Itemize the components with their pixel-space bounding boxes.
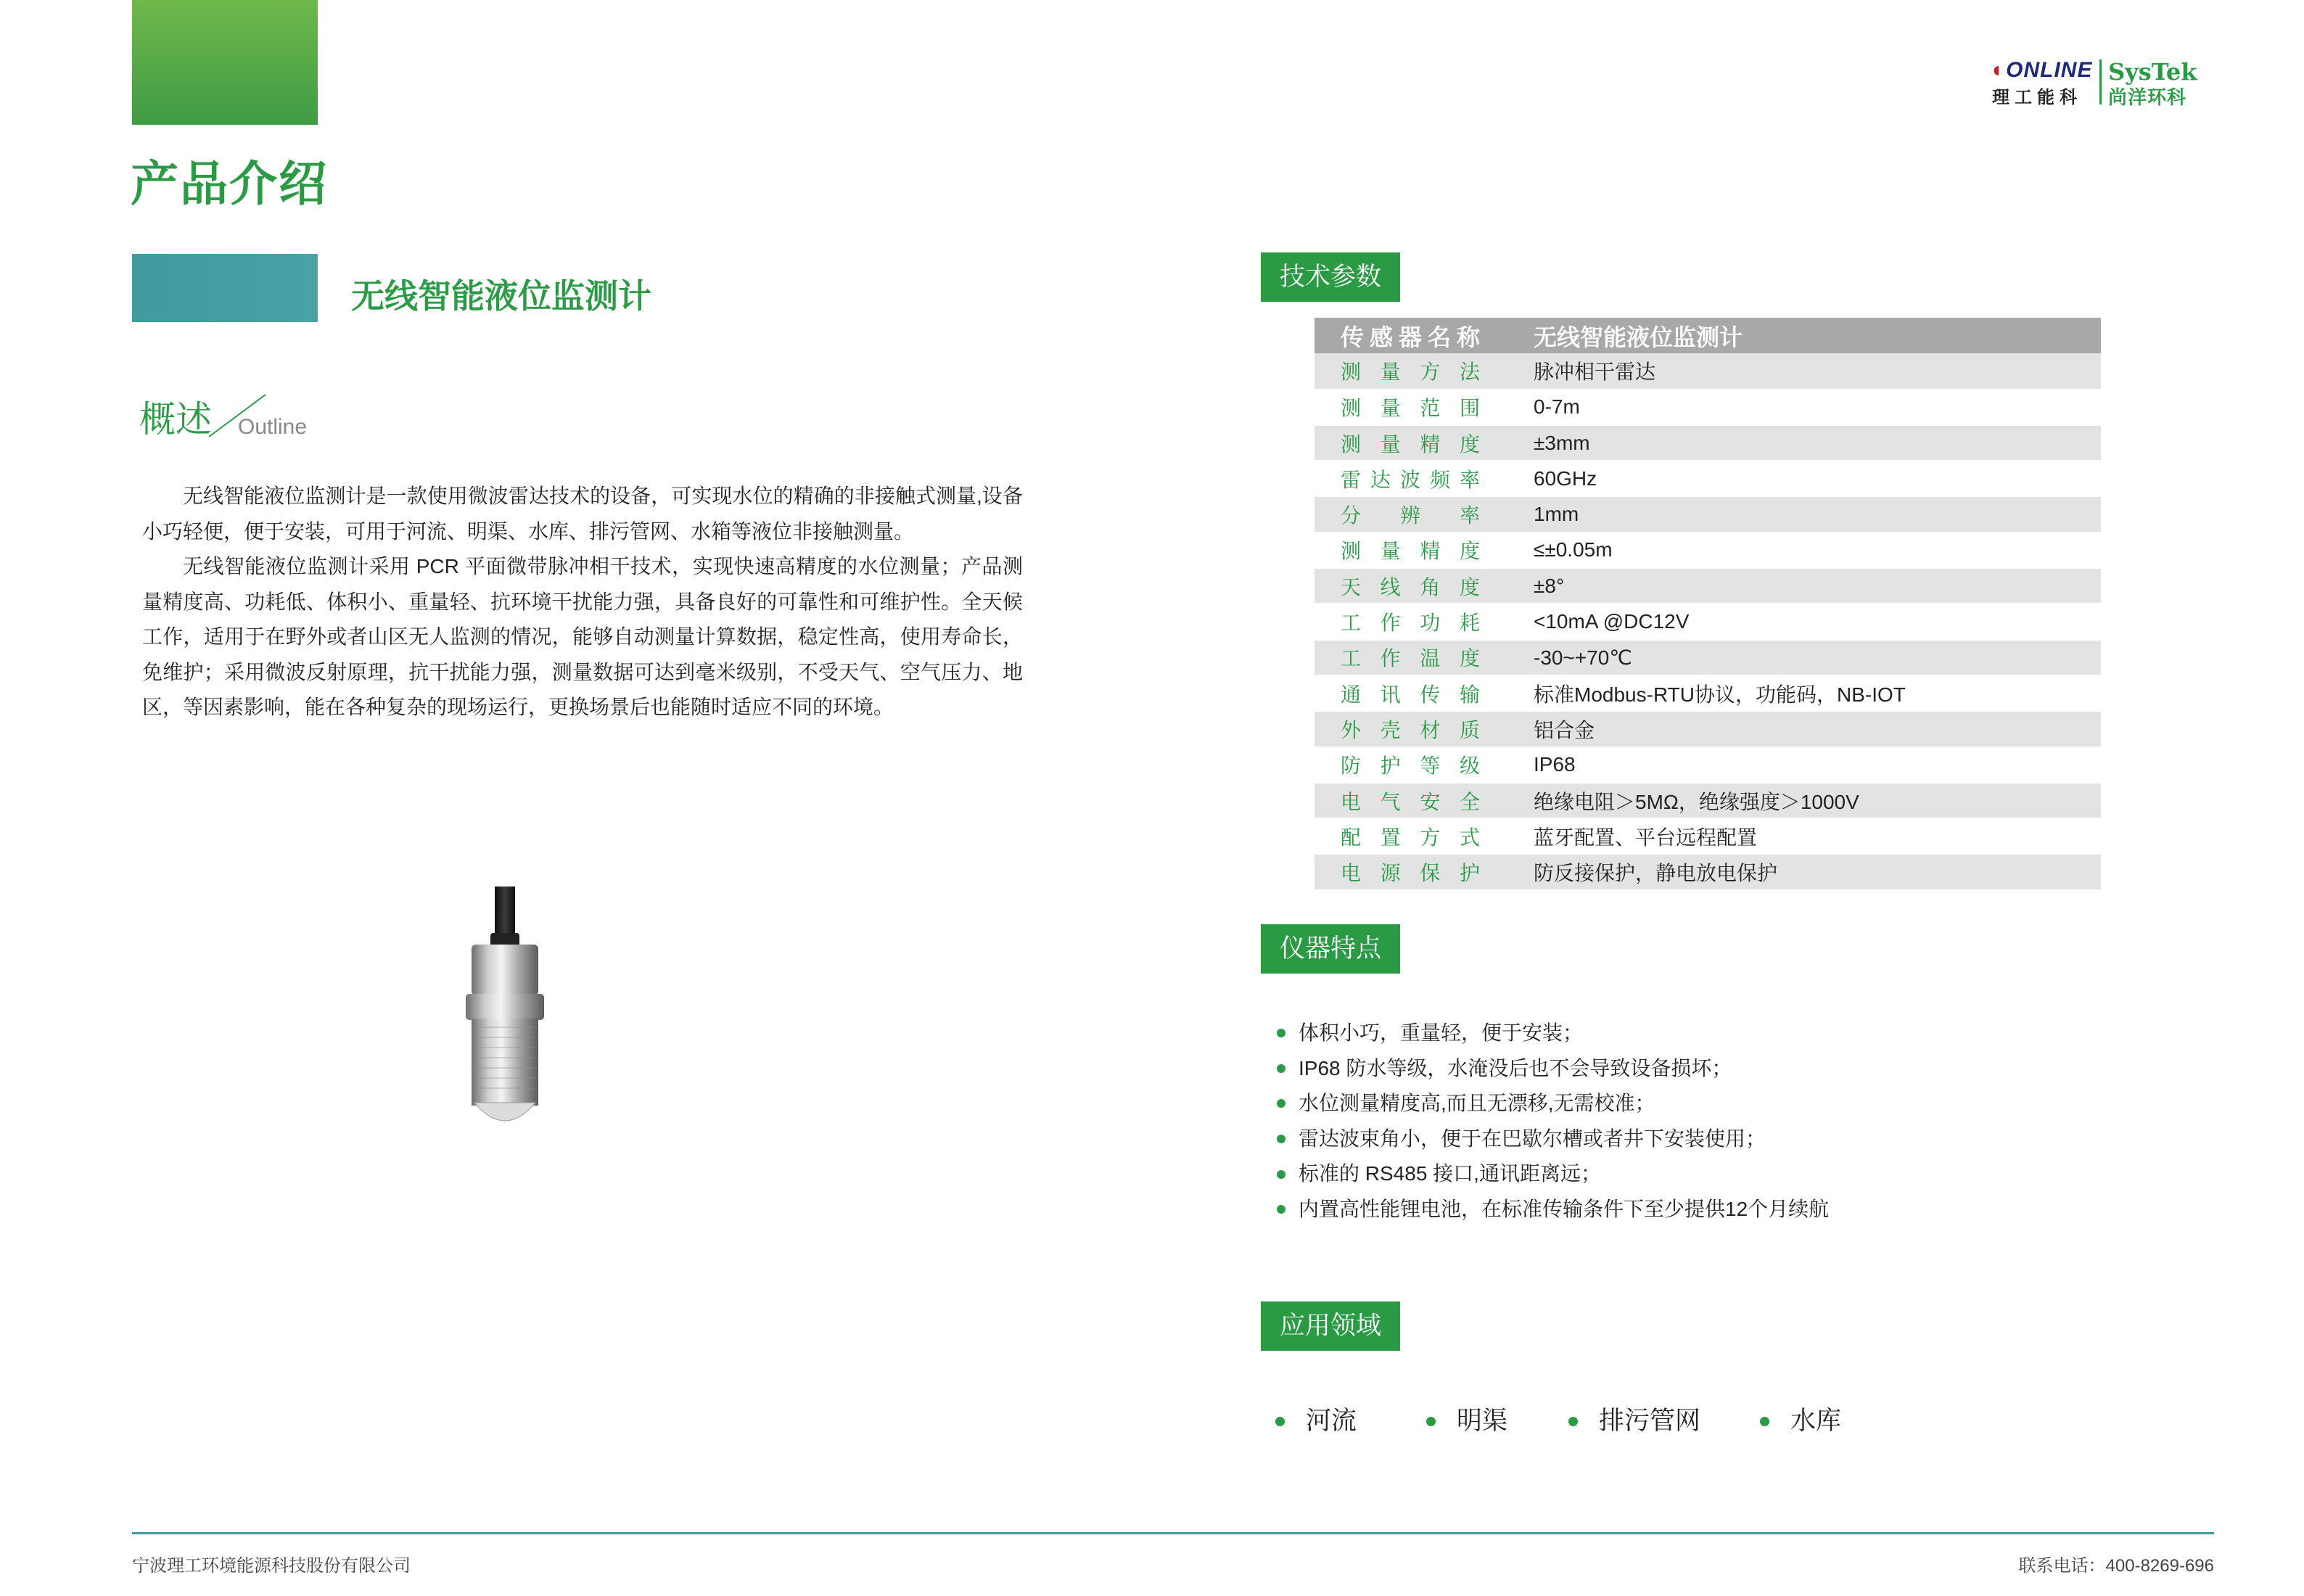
overview-text: [142, 479, 1023, 725]
tech-params-table: [1314, 318, 2101, 891]
tab-tech-params: 技术参数: [1261, 252, 1400, 302]
feature-item: 体积小巧，重量轻，便于安装；: [1274, 1016, 2144, 1051]
logo-brand-en-text: ONLINE: [2006, 58, 2093, 82]
param-value: 绝缘电阻＞5MΩ，绝缘强度＞1000V: [1534, 790, 1859, 813]
table-row: [1314, 675, 2101, 711]
feature-item: IP68 防水等级，水淹没后也不会导致设备损坏；: [1274, 1051, 2144, 1087]
param-value: ≤±0.05m: [1534, 538, 1613, 562]
tab-features: 仪器特点: [1261, 924, 1400, 974]
param-value: <10mA @DC12V: [1534, 610, 1690, 633]
application-item-river: 河流: [1274, 1403, 1357, 1439]
param-value: 0-7m: [1534, 395, 1580, 419]
param-key-text: 测量精度: [1341, 432, 1480, 456]
param-key: [1314, 425, 1534, 461]
feature-item: 标准的 RS485 接口,通讯距离远；: [1274, 1156, 2144, 1192]
table-row: [1314, 461, 2101, 496]
footer-phone: 联系电话：400-8269-696: [2018, 1556, 2214, 1576]
param-key-text: 分辨率: [1341, 504, 1480, 527]
param-value: IP68: [1534, 753, 1576, 776]
tab-applications: 应用领域: [1261, 1301, 1400, 1351]
application-item-open-channel: 明渠: [1425, 1403, 1507, 1439]
feature-item: 内置高性能锂电池，在标准传输条件下至少提供12个月续航: [1274, 1192, 2144, 1227]
param-key: [1314, 747, 1534, 783]
table-row: [1314, 747, 2101, 783]
table-row: [1314, 783, 2101, 818]
param-key: [1314, 353, 1534, 389]
param-key-text: 配置方式: [1341, 826, 1480, 849]
param-value: 标准Modbus-RTU协议，功能码，NB-IOT: [1534, 683, 1906, 706]
param-key: [1314, 854, 1534, 889]
param-key: [1314, 711, 1534, 746]
overview-paragraph: 无线智能液位监测计采用 PCR 平面微带脉冲相干技术，实现快速高精度的水位测量；产品测量精度高、功耗低、体积小、重量轻、抗环境干扰能力强，具备良好的可靠性和可维护性。全天候工作，适用于在野外或者山区无人监测的情况，能够自动测量计算数据，稳定性高，使用寿命长，免维护；采用微波反射原理，抗干扰能力强，测量数据可达到毫米级别，不受天气、空气压力、地区，等因素影响，能在各种复杂的现场运行，更换场景后也能随时适应不同的环境。: [142, 555, 1023, 718]
param-value: ±8°: [1534, 574, 1565, 597]
product-name-bar: [132, 254, 318, 322]
footer-company: 宁波理工环境能源科技股份有限公司: [132, 1556, 411, 1576]
outline-title: 概述: [139, 399, 212, 440]
table-header-key: [1314, 318, 1534, 353]
application-item-sewer: 排污管网: [1567, 1403, 1700, 1439]
param-value: 脉冲相干雷达: [1534, 361, 1656, 384]
param-value: 防反接保护，静电放电保护: [1534, 862, 1778, 885]
table-row: [1314, 640, 2101, 675]
table-header-value: 无线智能液位监测计: [1534, 318, 2101, 353]
param-key: [1314, 818, 1534, 854]
product-name: 无线智能液位监测计: [351, 277, 651, 315]
feature-item: 水位测量精度高,而且无漂移,无需校准；: [1274, 1086, 2144, 1122]
table-header-row: [1314, 318, 2101, 353]
param-key: [1314, 604, 1534, 639]
application-item-reservoir: 水库: [1758, 1403, 1841, 1439]
footer-divider: [132, 1532, 2214, 1534]
logo-divider: [2099, 59, 2102, 104]
param-key-text: 电气安全: [1341, 790, 1480, 813]
table-header-key-text: 传感器名称: [1341, 324, 1480, 350]
param-key-text: 工作功耗: [1341, 612, 1480, 635]
logo-brand2-cn: 尚洋环科: [2108, 86, 2187, 108]
company-logo: [1992, 58, 2217, 106]
table-row: [1314, 818, 2101, 854]
param-key: [1314, 390, 1534, 425]
outline-subtitle: Outline: [238, 415, 308, 439]
table-row: [1314, 854, 2101, 889]
param-key-text: 外壳材质: [1341, 718, 1480, 741]
overview-paragraph: 无线智能液位监测计是一款使用微波雷达技术的设备，可实现水位的精确的非接触式测量,设备小巧轻便，便于安装，可用于河流、明渠、水库、排污管网、水箱等液位非接触测量。: [142, 485, 1023, 543]
param-value: -30~+70℃: [1534, 646, 1632, 669]
param-key-text: 电源保护: [1341, 862, 1480, 885]
logo-brand-en: ◐ONLINE: [1992, 58, 2093, 82]
table-row: [1314, 532, 2101, 568]
param-key: [1314, 461, 1534, 496]
param-key: [1314, 640, 1534, 675]
table-row: [1314, 568, 2101, 604]
param-key: [1314, 532, 1534, 568]
table-row: [1314, 353, 2101, 389]
page-title: 产品介绍: [131, 157, 328, 210]
feature-item: 雷达波束角小，便于在巴歇尔槽或者井下安装使用；: [1274, 1122, 2144, 1157]
features-list: [1274, 1016, 2144, 1227]
table-row: [1314, 425, 2101, 461]
param-key-text: 天线角度: [1341, 575, 1480, 598]
tech-params-body: [1314, 353, 2101, 889]
table-row: [1314, 604, 2101, 639]
table-row: [1314, 390, 2101, 425]
param-key-text: 通讯传输: [1341, 683, 1480, 706]
param-key: [1314, 783, 1534, 818]
logo-brand2-en: SysTek: [2108, 58, 2197, 86]
param-key: [1314, 675, 1534, 711]
param-value: 1mm: [1534, 503, 1579, 526]
param-key-text: 测量方法: [1341, 361, 1480, 384]
param-value: 蓝牙配置、平台远程配置: [1534, 826, 1758, 849]
param-key-text: 雷达波频率: [1341, 468, 1480, 491]
param-key: [1314, 568, 1534, 604]
table-row: [1314, 711, 2101, 746]
param-value: ±3mm: [1534, 431, 1590, 454]
logo-brand-cn: 理工能科: [1992, 88, 2082, 107]
table-row: [1314, 496, 2101, 532]
param-key-text: 测量精度: [1341, 540, 1480, 563]
top-green-block: [132, 0, 318, 125]
param-key: [1314, 496, 1534, 532]
param-value: 铝合金: [1534, 718, 1595, 741]
sensor-product-image: [450, 885, 559, 1146]
param-key-text: 防护等级: [1341, 754, 1480, 778]
param-key-text: 工作温度: [1341, 647, 1480, 670]
param-value: 60GHz: [1534, 466, 1597, 490]
param-key-text: 测量范围: [1341, 397, 1480, 420]
